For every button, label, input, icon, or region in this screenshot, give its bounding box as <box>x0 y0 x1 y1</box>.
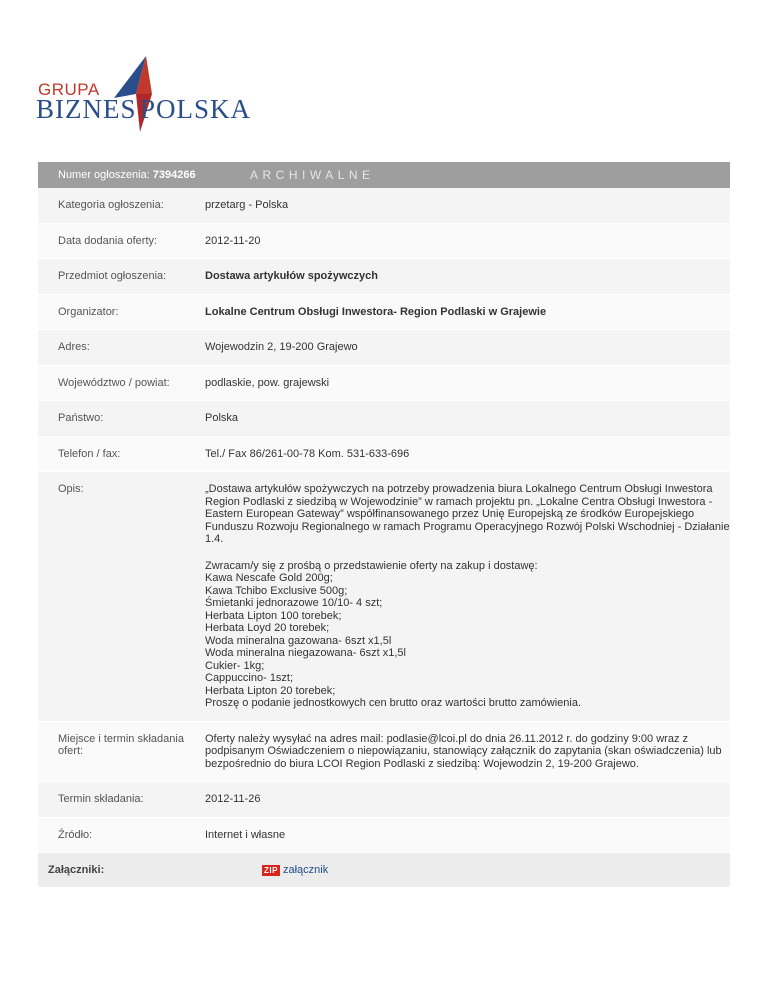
description-line: Proszę o podanie jednostkowych cen brutto oraz wartości brutto zamówienia. <box>205 697 582 709</box>
description-line: Herbata Lipton 100 torebek; <box>205 609 342 622</box>
row-label: Źródło: <box>58 828 93 841</box>
zip-icon: ZIP <box>264 865 278 875</box>
row-address <box>38 330 730 366</box>
description-line: Cappuccino- 1szt; <box>205 672 294 684</box>
announcement-number-value: 7394266 <box>152 169 196 181</box>
logo-grupa-text: GRUPA <box>38 80 100 99</box>
row-organizer <box>38 295 730 331</box>
row-label: Telefon / fax: <box>58 447 121 460</box>
description-line: Śmietanki jednorazowe 10/10- 4 szt; <box>205 597 383 609</box>
row-value: Polska <box>205 412 239 424</box>
description-text <box>205 472 730 721</box>
row-label: Państwo: <box>58 412 104 424</box>
archive-status: ARCHIWALNE <box>250 168 375 182</box>
row-value: Dostawa artykułów spożywczych <box>205 270 378 282</box>
row-value: Wojewodzin 2, 19-200 Grajewo <box>205 341 358 353</box>
row-submission-place <box>38 722 730 783</box>
announcement-number-label: Numer ogłoszenia: <box>58 169 150 181</box>
logo-biznes-text: BIZNES <box>36 94 137 124</box>
description-paragraph: „Dostawa artykułów spożywczych na potrzeby prowadzenia biura Lokalnego Centrum Obsługi Inwestora Region Podlaski z siedzibą w Wojewodzinie” w ramach projektu pn. „Lokalne Centra Obsługi Inwestora - Eastern European Gateway” współfinansowanego przez Unię Europejską ze środków Europejskiego Funduszu Rozwoju Regionalnego w ramach Programu Operacyjnego Rozwój Polski Wschodniej - Działanie 1.4. <box>205 483 730 545</box>
logo-polska-text: POLSKA <box>140 94 252 124</box>
row-value: podlaskie, pow. grajewski <box>205 376 330 389</box>
row-region <box>38 366 730 402</box>
attachment-link[interactable]: załącznik <box>282 864 329 876</box>
description-line: Zwracam/y się z prośbą o przedstawienie oferty na zakup i dostawę: <box>205 559 538 572</box>
row-source <box>38 818 730 854</box>
description-line: Cukier- 1kg; <box>205 659 265 672</box>
row-date-added <box>38 224 730 260</box>
description-line: Herbata Lipton 20 torebek; <box>205 684 336 697</box>
row-label: Termin składania: <box>58 793 144 805</box>
row-value: 2012-11-26 <box>205 793 261 805</box>
row-description <box>38 472 730 722</box>
row-category <box>38 188 730 224</box>
attachments-label: Załączniki: <box>48 864 105 876</box>
row-value: Internet i własne <box>205 828 286 841</box>
description-line: Kawa Tchibo Exclusive 500g; <box>205 584 348 597</box>
description-line: Woda mineralna gazowana- 6szt x1,5l <box>205 634 392 647</box>
row-label: Miejsce i termin składania ofert: <box>58 732 184 757</box>
description-line: Woda mineralna niegazowana- 6szt x1,5l <box>205 647 406 659</box>
row-label: Adres: <box>58 341 90 353</box>
row-label: Data dodania oferty: <box>58 234 158 247</box>
row-label: Kategoria ogłoszenia: <box>58 199 164 211</box>
announcement-header <box>38 162 730 188</box>
logo[interactable] <box>36 54 252 134</box>
row-value: Lokalne Centrum Obsługi Inwestora- Region Podlaski w Grajewie <box>205 305 547 318</box>
description-line: Kawa Nescafe Gold 200g; <box>205 572 333 584</box>
row-label: Opis: <box>58 483 84 495</box>
row-value: Tel./ Fax 86/261-00-78 Kom. 531-633-696 <box>205 447 410 460</box>
row-country <box>38 401 730 437</box>
row-label: Organizator: <box>58 305 119 318</box>
row-value: 2012-11-20 <box>205 234 261 247</box>
row-subject <box>38 259 730 295</box>
row-label: Województwo / powiat: <box>58 376 170 389</box>
row-label: Przedmiot ogłoszenia: <box>58 270 167 282</box>
attachments-row <box>38 853 730 887</box>
announcement-number <box>38 169 198 181</box>
row-deadline <box>38 782 730 818</box>
announcement-table <box>38 162 730 887</box>
attachment-item[interactable] <box>262 864 328 876</box>
row-phone <box>38 437 730 473</box>
description-line: Herbata Loyd 20 torebek; <box>205 622 330 634</box>
row-value: Oferty należy wysyłać na adres mail: podlasie@lcoi.pl do dnia 26.11.2012 r. do godziny 9:00 wraz z podpisanym Oświadczeniem o niepowiązaniu, stanowiący załącznik do zapytania (skan oświadczenia) lub bezpośrednio do biura LCOI Region Podlaski z siedzibą: Wojewodzin 2, 19-200 Grajewo. <box>205 732 722 770</box>
row-value: przetarg - Polska <box>205 199 289 211</box>
